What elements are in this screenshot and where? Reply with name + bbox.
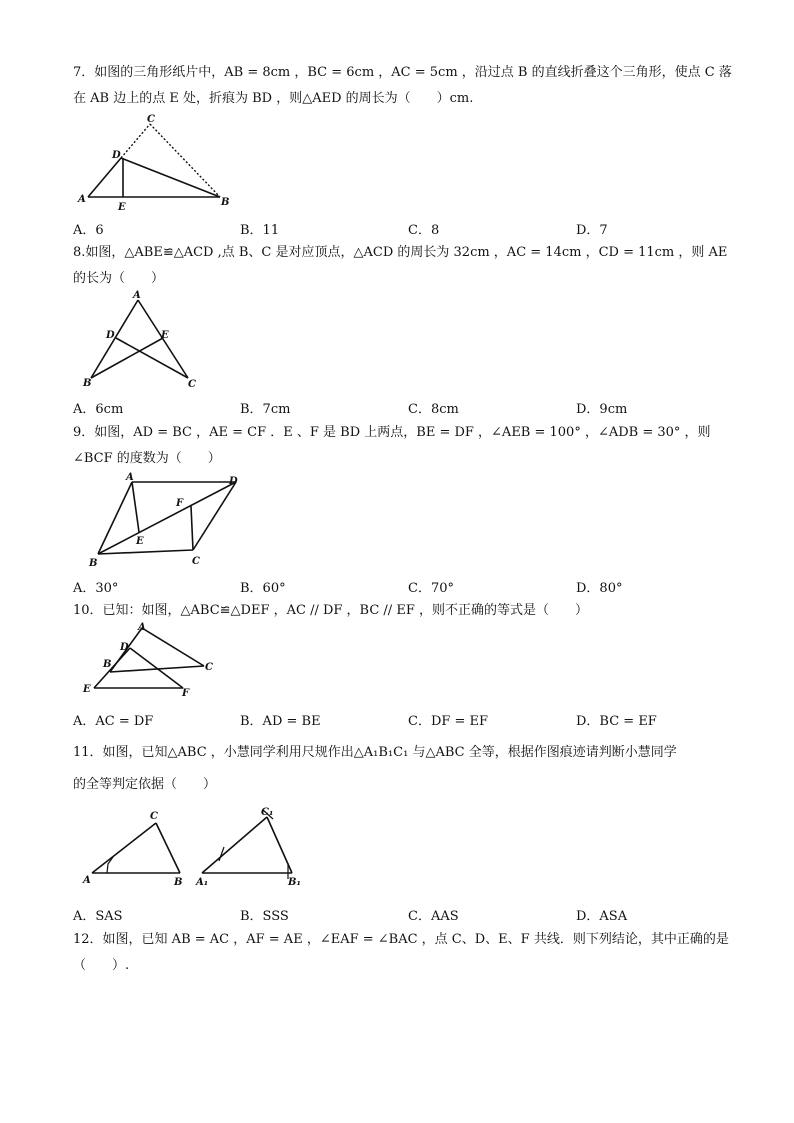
q11-label-a1: A₁ xyxy=(196,877,209,888)
question-7-stem: 7．如图的三角形纸片中，AB = 8cm ，BC = 6cm ，AC = 5cm ，沿过点 B 的直线折叠这个三角形，使点 C 落在 AB 边上的点 E 处，折痕为 BD ，则△AED 的周长为（ ）cm. xyxy=(73,65,732,106)
question-9-figure xyxy=(86,470,256,570)
question-11-options xyxy=(73,905,733,925)
option-c[interactable]: C．8cm xyxy=(408,402,459,417)
option-b[interactable]: B．11 xyxy=(240,223,280,238)
question-12-stem: 12．如图，已知 AB = AC ，AF = AE ，∠EAF = ∠BAC ，点 C、D、E、F 共线．则下列结论，其中正确的是（ ）. xyxy=(73,932,729,973)
option-d[interactable]: D．BC = EF xyxy=(576,714,657,729)
q9-label-e: E xyxy=(136,536,144,547)
q8-label-a: A xyxy=(133,290,141,301)
q9-label-d: D xyxy=(229,476,238,487)
q10-label-b: B xyxy=(103,659,112,670)
q10-label-d: D xyxy=(120,642,129,653)
q11-label-c1: C₁ xyxy=(261,807,274,818)
question-8-figure xyxy=(78,288,208,393)
q9-label-a: A xyxy=(126,472,134,483)
option-c[interactable]: C．70° xyxy=(408,581,454,596)
option-d[interactable]: D．9cm xyxy=(576,402,628,417)
question-10-options xyxy=(73,710,733,730)
q7-label-b: B xyxy=(221,197,230,208)
q8-label-d: D xyxy=(106,330,115,341)
question-9-stem: 9．如图，AD = BC ，AE = CF ．E 、F 是 BD 上两点，BE = DF ，∠AEB = 100° ，∠ADB = 30° ，则∠BCF 的度数为（ ） xyxy=(73,425,711,466)
question-7-options xyxy=(73,219,733,239)
q7-label-c: C xyxy=(147,114,155,125)
option-b[interactable]: B．SSS xyxy=(240,909,289,924)
question-8-options xyxy=(73,398,733,418)
option-d[interactable]: D．ASA xyxy=(576,909,628,924)
option-d[interactable]: D．80° xyxy=(576,581,623,596)
option-b[interactable]: B．AD = BE xyxy=(240,714,321,729)
q10-label-c: C xyxy=(205,662,213,673)
q11-label-c: C xyxy=(150,811,158,822)
q10-label-f: F xyxy=(182,688,190,699)
q9-label-c: C xyxy=(192,556,200,567)
q11-label-b: B xyxy=(174,877,183,888)
question-7-figure xyxy=(75,112,235,212)
q11-label-a: A xyxy=(83,875,91,886)
q10-label-e: E xyxy=(83,684,91,695)
q10-label-a: A xyxy=(138,622,146,633)
q8-label-e: E xyxy=(161,330,169,341)
option-a[interactable]: A．6 xyxy=(73,223,104,238)
question-11-stem-line1: 11．如图，已知△ABC ，小慧同学利用尺规作出△A₁B₁C₁ 与△ABC 全等，根据作图痕迹请判断小慧同学 xyxy=(73,745,677,760)
q8-label-c: C xyxy=(188,379,196,390)
question-8-stem: 8.如图，△ABE≌△ACD ,点 B、C 是对应顶点，△ACD 的周长为 32cm ，AC = 14cm ，CD = 11cm ，则 AE 的长为（ ） xyxy=(73,245,728,286)
option-a[interactable]: A．6cm xyxy=(73,402,124,417)
q7-label-e: E xyxy=(118,202,126,212)
option-c[interactable]: C．AAS xyxy=(408,909,459,924)
q11-label-b1: B₁ xyxy=(288,877,301,888)
option-b[interactable]: B．7cm xyxy=(240,402,291,417)
option-a[interactable]: A．AC = DF xyxy=(73,714,154,729)
option-c[interactable]: C．8 xyxy=(408,223,440,238)
q8-label-b: B xyxy=(83,378,92,389)
option-c[interactable]: C．DF = EF xyxy=(408,714,489,729)
question-11-figure xyxy=(80,805,310,895)
option-a[interactable]: A．SAS xyxy=(73,909,123,924)
question-11-stem-line2: 的全等判定依据（ ） xyxy=(73,777,217,792)
option-b[interactable]: B．60° xyxy=(240,581,286,596)
question-9-options xyxy=(73,577,733,597)
option-d[interactable]: D．7 xyxy=(576,223,608,238)
q9-label-b: B xyxy=(89,558,98,569)
q9-label-f: F xyxy=(176,498,184,509)
question-10-figure xyxy=(78,620,228,702)
q7-label-d: D xyxy=(112,150,121,161)
question-10-stem: 10．已知：如图，△ABC≌△DEF ，AC // DF ，BC // EF ，则不正确的等式是（ ） xyxy=(73,603,588,618)
q7-label-a: A xyxy=(78,194,86,205)
option-a[interactable]: A．30° xyxy=(73,581,119,596)
